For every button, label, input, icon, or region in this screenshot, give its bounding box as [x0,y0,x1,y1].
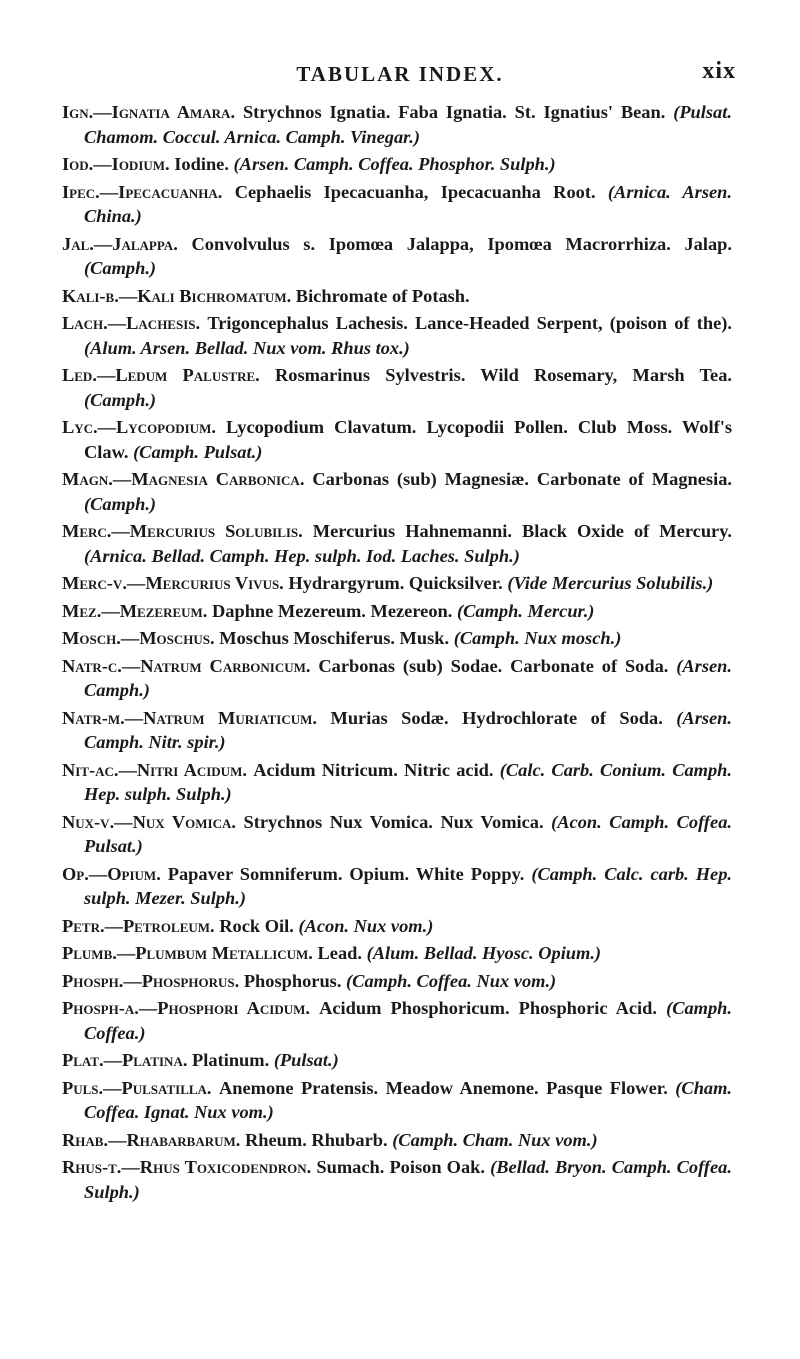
entry-abbreviation: Iod. [62,154,94,174]
entry-abbreviation: Ipec. [62,181,100,202]
entry-related-remedies: (Camph.) [84,493,157,514]
entry-abbreviation: Magn. [62,469,113,489]
index-entry [62,1048,732,1073]
entry-common-names: Rock Oil. [219,915,294,936]
entry-latin-name: —Ignatia Amara. [93,102,236,122]
entry-latin-name: —Mezereum. [101,600,208,621]
entry-latin-name: —Petroleum. [104,915,215,936]
entry-abbreviation: Mez. [62,600,102,621]
entry-common-names: Rheum. Rhubarb. [245,1129,388,1150]
entry-common-names: Acidum Phosphoricum. Phosphoric Acid. [319,998,657,1018]
entry-abbreviation: Petr. [62,915,105,936]
index-entry [62,232,732,281]
entry-related-remedies: (Camph.) [84,258,157,278]
entry-abbreviation: Lach. [62,313,108,333]
entry-related-remedies: (Arnica. Bellad. Camph. Hep. sulph. Iod. Laches. Sulph.) [84,545,520,566]
index-entry [62,152,732,177]
entry-abbreviation: Plat. [62,1050,104,1070]
entry-related-remedies: (Arnica. Arsen. China.) [84,181,732,226]
entry-latin-name: —Lycopodium. [97,417,216,437]
index-entry [62,969,732,994]
index-entry [62,706,732,755]
entry-abbreviation: Kali-b. [62,285,119,306]
entry-common-names: Carbonas (sub) Sodae. Carbonate of Soda. [318,655,669,676]
entry-abbreviation: Phosph. [62,970,124,991]
index-entry [62,571,732,596]
index-entry [62,363,732,412]
entry-common-names: Moschus Moschiferus. Musk. [219,628,450,648]
entry-common-names: Sumach. Poison Oak. [316,1157,486,1177]
entry-latin-name: —Moschus. [120,628,215,648]
index-entry [62,599,732,624]
entry-common-names: Trigoncephalus Lachesis. Lance-Headed Serpent, (poison of the). [207,313,732,333]
entry-common-names: Hydrargyrum. Quicksilver. [288,573,503,593]
entry-related-remedies: (Camph. Nux mosch.) [453,628,622,648]
entry-related-remedies: (Camph.) [84,389,157,410]
entry-latin-name: —Opium. [88,863,161,884]
entry-related-remedies: (Camph. Coffea. Nux vom.) [346,970,557,991]
entry-common-names: Carbonas (sub) Magnesiæ. Carbonate of Magnesia. [312,469,732,489]
index-entry [62,1128,732,1153]
entry-abbreviation: Nux-v. [62,811,115,832]
index-entry [62,626,732,651]
page-number: xix [702,58,736,84]
entry-related-remedies: (Cham. Coffea. Ignat. Nux vom.) [84,1077,733,1122]
entry-common-names: Mercurius Hahnemanni. Black Oxide of Mercury. [312,521,732,541]
entry-common-names: Platinum. [192,1050,270,1070]
index-entry [62,914,732,939]
entry-latin-name: —Phosphori Acidum. [138,998,310,1018]
entry-latin-name: —Magnesia Carbonica. [112,469,305,489]
entry-latin-name: —Nux Vomica. [114,811,236,832]
entry-latin-name: —Natrum Muriaticum. [124,707,318,728]
entry-related-remedies: (Bellad. Bryon. Camph. Coffea. Sulph.) [84,1157,732,1202]
entry-abbreviation: Jal. [62,233,94,254]
entry-latin-name: —Pulsatilla. [103,1077,212,1098]
entry-abbreviation: Led. [62,365,97,385]
entry-abbreviation: Phosph-a. [62,998,139,1018]
entry-latin-name: —Natrum Carbonicum. [121,655,311,676]
index-entry [62,996,732,1045]
entry-abbreviation: Op. [62,863,89,884]
entry-common-names: Cephaelis Ipecacuanha, Ipecacuanha Root. [234,181,596,202]
index-entry [62,758,732,807]
entry-related-remedies: (Camph. Coffea.) [84,998,732,1043]
entry-related-remedies: (Camph. Cham. Nux vom.) [392,1129,598,1150]
index-entry [62,415,732,464]
entry-abbreviation: Natr-m. [62,707,125,728]
entry-abbreviation: Nit-ac. [62,759,119,780]
entry-common-names: Murias Sodæ. Hydrochlorate of Soda. [330,707,663,728]
entry-common-names: Bichromate of Potash. [295,285,470,306]
entry-abbreviation: Merc. [62,521,112,541]
entry-related-remedies: (Calc. Carb. Conium. Camph. Hep. sulph. Sulph.) [84,759,732,804]
entry-latin-name: —Rhabarbarum. [108,1129,241,1150]
entry-latin-name: —Plumbum Metallicum. [116,943,313,963]
entry-latin-name: —Ledum Palustre. [96,365,260,385]
index-entries [62,100,732,1207]
entry-related-remedies: (Alum. Arsen. Bellad. Nux vom. Rhus tox.) [84,337,410,358]
entry-abbreviation: Mosch. [62,628,121,648]
index-entry [62,1155,732,1204]
entry-common-names: Convolvulus s. Ipomœa Jalappa, Ipomœa Macrorrhiza. Jalap. [191,233,732,254]
page-title: TABULAR INDEX. [296,62,504,86]
entry-related-remedies: (Arsen. Camph. Nitr. spir.) [84,707,732,752]
entry-common-names: Lead. [317,943,362,963]
entry-related-remedies: (Acon. Nux vom.) [298,915,434,936]
entry-common-names: Daphne Mezereum. Mezereon. [212,600,453,621]
entry-common-names: Rosmarinus Sylvestris. Wild Rosemary, Marsh Tea. [274,365,732,385]
entry-latin-name: —Ipecacuanha. [99,181,223,202]
entry-latin-name: —Nitri Acidum. [118,759,247,780]
entry-abbreviation: Lyc. [62,417,98,437]
index-entry [62,1076,732,1125]
entry-abbreviation: Rhus-t. [62,1157,122,1177]
entry-common-names: Anemone Pratensis. Meadow Anemone. Pasque Flower. [219,1077,668,1098]
index-entry [62,862,732,911]
index-entry [62,284,732,309]
entry-latin-name: —Iodium. [93,154,170,174]
entry-common-names: Acidum Nitricum. Nitric acid. [253,759,494,780]
entry-related-remedies: (Camph. Pulsat.) [133,441,263,462]
index-entry [62,100,732,149]
entry-latin-name: —Lachesis. [107,313,201,333]
entry-related-remedies: (Pulsat.) [273,1050,339,1070]
running-head [0,58,800,88]
index-entry [62,810,732,859]
entry-common-names: Papaver Somniferum. Opium. White Poppy. [167,863,525,884]
entry-latin-name: —Platina. [103,1050,188,1070]
entry-related-remedies: (Camph. Calc. carb. Hep. sulph. Mezer. Sulph.) [84,863,732,908]
entry-latin-name: —Jalappa. [93,233,178,254]
entry-latin-name: —Kali Bichromatum. [118,285,292,306]
entry-abbreviation: Rhab. [62,1129,109,1150]
index-entry [62,654,732,703]
entry-related-remedies: (Pulsat. Chamom. Coccul. Arnica. Camph. Vinegar.) [84,102,732,147]
entry-common-names: Strychnos Nux Vomica. Nux Vomica. [243,811,544,832]
entry-latin-name: —Phosphorus. [123,970,240,991]
entry-abbreviation: Ign. [62,102,94,122]
entry-abbreviation: Plumb. [62,943,117,963]
entry-related-remedies: (Alum. Bellad. Hyosc. Opium.) [366,943,602,963]
entry-related-remedies: (Vide Mercurius Solubilis.) [507,573,714,593]
entry-related-remedies: (Acon. Camph. Coffea. Pulsat.) [84,811,732,856]
entry-common-names: Phosphorus. [243,970,342,991]
index-entry [62,467,732,516]
entry-latin-name: —Rhus Toxicodendron. [121,1157,312,1177]
entry-latin-name: —Mercurius Solubilis. [111,521,303,541]
index-entry [62,941,732,966]
entry-abbreviation: Merc-v. [62,573,127,593]
entry-common-names: Strychnos Ignatia. Faba Ignatia. St. Ignatius' Bean. [242,102,666,122]
entry-related-remedies: (Arsen. Camph.) [84,655,732,700]
entry-related-remedies: (Camph. Mercur.) [456,600,595,621]
entry-common-names: Iodine. [174,154,229,174]
index-entry [62,180,732,229]
index-entry [62,311,732,360]
entry-latin-name: —Mercurius Vivus. [126,573,284,593]
index-entry [62,519,732,568]
entry-common-names: Lycopodium Clavatum. Lycopodii Pollen. Club Moss. Wolf's Claw. [84,417,732,462]
entry-abbreviation: Puls. [62,1077,104,1098]
entry-related-remedies: (Arsen. Camph. Coffea. Phosphor. Sulph.) [233,154,556,174]
entry-abbreviation: Natr-c. [62,655,122,676]
